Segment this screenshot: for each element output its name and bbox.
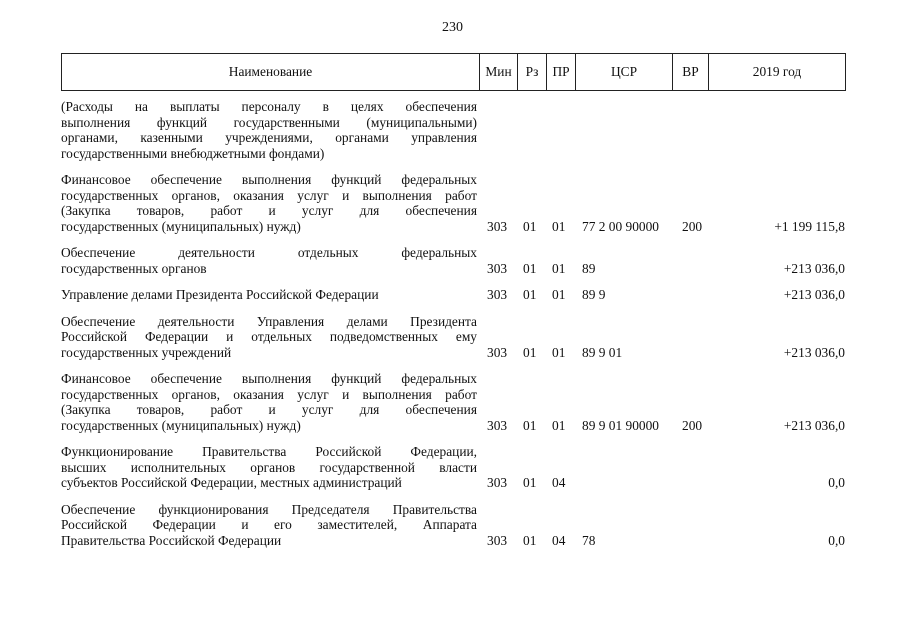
row-name-line: (Закупка товаров, работ и услуг для обеспечения xyxy=(61,203,477,218)
row-name-line: (Закупка товаров, работ и услуг для обеспечения xyxy=(61,402,477,417)
cell-min: 303 xyxy=(487,475,508,490)
cell-min: 303 xyxy=(487,532,508,548)
table-row xyxy=(61,245,845,276)
cell-csr: 89 xyxy=(582,260,596,276)
table-row xyxy=(61,444,845,491)
cell-csr: 89 9 xyxy=(582,287,606,302)
cell-pr: 01 xyxy=(552,344,566,360)
row-name-line: Управление делами Президента Российской Федерации xyxy=(61,287,379,302)
row-name-line: органами, казенными учреждениями, органами управления xyxy=(61,130,477,145)
row-codes xyxy=(61,287,845,303)
cell-value: +213 036,0 xyxy=(783,260,845,276)
cell-rz: 01 xyxy=(523,417,537,433)
row-name-line: Финансовое обеспечение выполнения функций федеральных xyxy=(61,172,477,187)
row-name-line: Российской Федерации и его заместителей, Аппарата xyxy=(61,517,477,532)
cell-vr: 200 xyxy=(682,417,703,433)
cell-pr: 01 xyxy=(552,417,566,433)
row-name-line: государственных (муниципальных) нужд) xyxy=(61,218,301,234)
row-name-line: Финансовое обеспечение выполнения функций федеральных xyxy=(61,371,477,386)
column-header-name: Наименование xyxy=(62,54,480,91)
cell-pr: 04 xyxy=(552,475,566,490)
row-name-line: государственных органов, оказания услуг и выполнения работ xyxy=(61,187,477,203)
table-row xyxy=(61,371,845,433)
row-name-line: Российской Федерации и отдельных подведомственных ему xyxy=(61,329,477,344)
row-codes xyxy=(61,345,845,361)
cell-value: 0,0 xyxy=(828,532,845,548)
column-header-year: 2019 год xyxy=(709,54,846,91)
row-name-line: Обеспечение деятельности отдельных федеральных xyxy=(61,245,477,260)
row-name-line: субъектов Российской Федерации, местных администраций xyxy=(61,475,402,490)
cell-value: +1 199 115,8 xyxy=(774,218,845,234)
row-codes xyxy=(61,533,845,549)
table-row xyxy=(61,287,845,303)
row-name-line: Обеспечение функционирования Председателя Правительства xyxy=(61,501,477,517)
row-codes xyxy=(61,475,845,491)
row-name-line: государственных учреждений xyxy=(61,344,232,360)
cell-min: 303 xyxy=(487,417,508,433)
column-header-vr: ВР xyxy=(673,54,709,91)
row-codes xyxy=(61,418,845,434)
cell-pr: 01 xyxy=(552,218,566,234)
cell-value: +213 036,0 xyxy=(783,417,845,433)
table-row xyxy=(61,99,845,161)
cell-rz: 01 xyxy=(523,475,537,490)
row-name-line: Обеспечение деятельности Управления делами Президента xyxy=(61,313,477,329)
cell-vr: 200 xyxy=(682,218,703,234)
cell-csr: 89 9 01 xyxy=(582,344,623,360)
row-name-line: (Расходы на выплаты персоналу в целях обеспечения xyxy=(61,99,477,114)
row-name-line: Функционирование Правительства Российской Федерации, xyxy=(61,444,477,459)
row-name-line: государственных (муниципальных) нужд) xyxy=(61,417,301,433)
page-number: 230 xyxy=(442,20,463,35)
row-codes xyxy=(61,146,845,162)
cell-pr: 01 xyxy=(552,287,566,302)
cell-rz: 01 xyxy=(523,287,537,302)
cell-min: 303 xyxy=(487,260,508,276)
column-header-csr: ЦСР xyxy=(576,54,673,91)
cell-csr: 77 2 00 90000 xyxy=(582,218,659,234)
cell-rz: 01 xyxy=(523,344,537,360)
row-name-line: высших исполнительных органов государственной власти xyxy=(61,459,477,475)
row-name-line: выполнения функций государственными (муниципальными) xyxy=(61,114,477,130)
row-codes xyxy=(61,219,845,235)
row-name-line: государственными внебюджетными фондами) xyxy=(61,145,325,161)
table-row xyxy=(61,172,845,234)
cell-value: 0,0 xyxy=(828,475,845,490)
row-name-line: государственных органов, оказания услуг и выполнения работ xyxy=(61,386,477,402)
cell-rz: 01 xyxy=(523,532,537,548)
cell-csr: 78 xyxy=(582,532,596,548)
cell-min: 303 xyxy=(487,344,508,360)
cell-pr: 01 xyxy=(552,260,566,276)
table-header xyxy=(61,53,846,91)
table-row xyxy=(61,314,845,361)
cell-value: +213 036,0 xyxy=(783,344,845,360)
cell-csr: 89 9 01 90000 xyxy=(582,417,659,433)
row-codes xyxy=(61,261,845,277)
cell-rz: 01 xyxy=(523,218,537,234)
cell-pr: 04 xyxy=(552,532,566,548)
column-header-rz: Рз xyxy=(518,54,547,91)
cell-min: 303 xyxy=(487,287,508,302)
table-body xyxy=(61,99,845,559)
column-header-min: Мин xyxy=(480,54,518,91)
cell-value: +213 036,0 xyxy=(783,287,845,302)
cell-min: 303 xyxy=(487,218,508,234)
table-row xyxy=(61,502,845,549)
column-header-pr: ПР xyxy=(547,54,576,91)
row-name-line: государственных органов xyxy=(61,260,207,276)
cell-rz: 01 xyxy=(523,260,537,276)
row-name-line: Правительства Российской Федерации xyxy=(61,532,282,548)
